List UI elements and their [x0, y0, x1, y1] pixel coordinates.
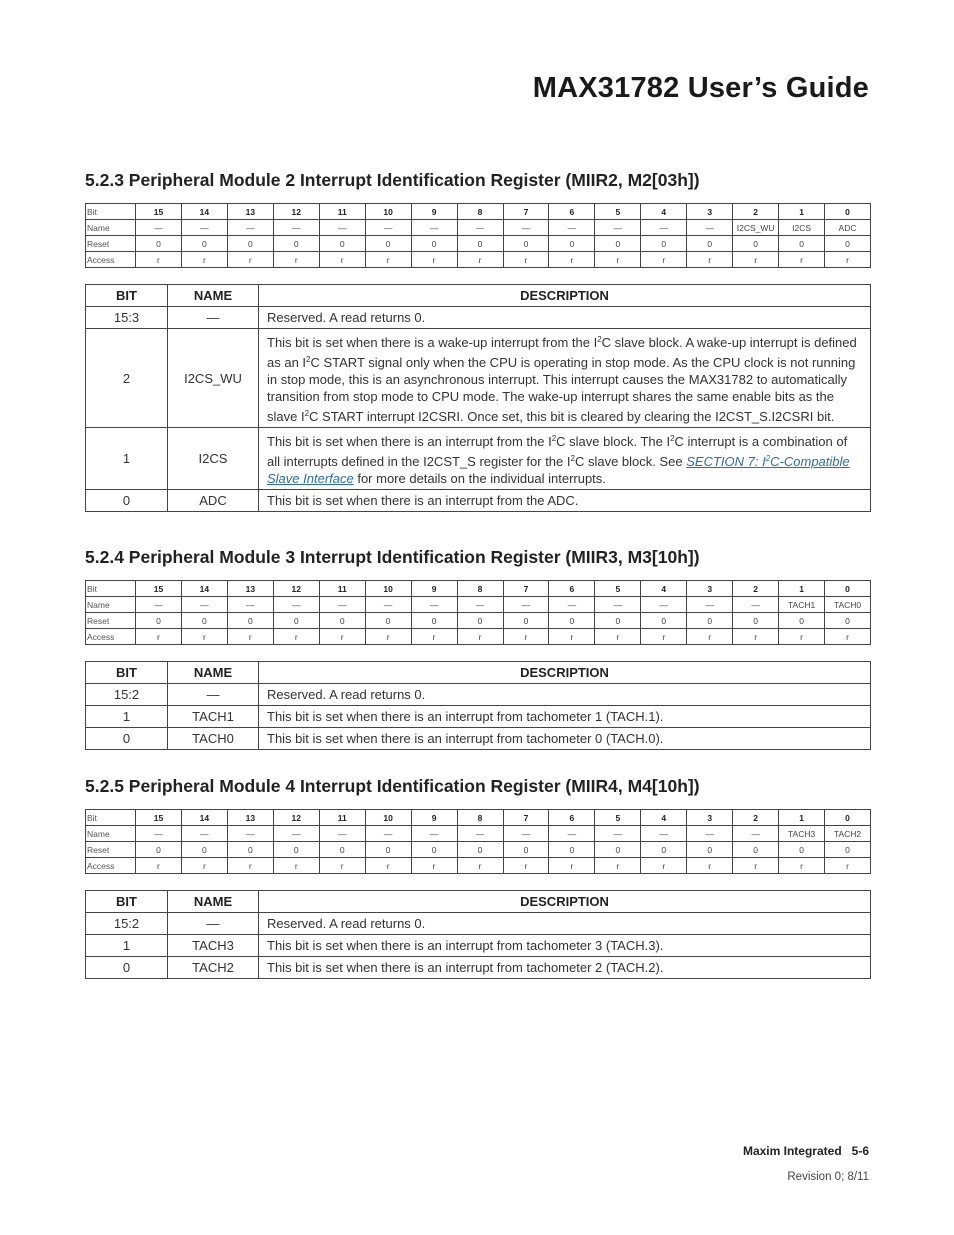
- register-cell: —: [365, 220, 411, 236]
- register-cell: 0: [365, 842, 411, 858]
- register-cell: 12: [273, 581, 319, 597]
- register-row-name: [86, 597, 871, 613]
- register-cell: r: [503, 629, 549, 645]
- register-cell: r: [687, 629, 733, 645]
- register-cell: r: [779, 252, 825, 268]
- register-cell: r: [319, 252, 365, 268]
- header-row: [86, 662, 871, 684]
- register-cell: 0: [779, 236, 825, 252]
- register-cell: 0: [733, 236, 779, 252]
- register-cell: 12: [273, 204, 319, 220]
- register-cell: r: [503, 252, 549, 268]
- register-cell: 0: [181, 613, 227, 629]
- register-cell: —: [411, 597, 457, 613]
- register-cell: 0: [227, 236, 273, 252]
- register-cell: —: [319, 220, 365, 236]
- register-cell: 0: [733, 613, 779, 629]
- register-cell: 7: [503, 810, 549, 826]
- register-cell: r: [779, 858, 825, 874]
- register-cell: r: [227, 629, 273, 645]
- register-cell: 7: [503, 204, 549, 220]
- register-cell: 3: [687, 810, 733, 826]
- register-cell: 13: [227, 810, 273, 826]
- register-cell: 0: [365, 613, 411, 629]
- register-cell: 0: [779, 842, 825, 858]
- register-cell: 11: [319, 810, 365, 826]
- register-cell: 13: [227, 581, 273, 597]
- register-cell: r: [136, 629, 182, 645]
- register-row-label: Bit: [86, 204, 136, 220]
- register-bitmap-table: [85, 809, 871, 874]
- register-cell: 6: [549, 810, 595, 826]
- register-cell: —: [687, 826, 733, 842]
- register-cell: 0: [319, 842, 365, 858]
- register-cell: r: [181, 858, 227, 874]
- register-cell: 0: [825, 842, 871, 858]
- register-cell: 11: [319, 581, 365, 597]
- register-cell: —: [319, 826, 365, 842]
- section-miir2: [85, 170, 871, 512]
- header-row: [86, 891, 871, 913]
- register-cell: 0: [641, 842, 687, 858]
- register-cell: r: [825, 252, 871, 268]
- register-cell: —: [595, 826, 641, 842]
- register-cell: TACH2: [825, 826, 871, 842]
- register-cell: —: [365, 826, 411, 842]
- register-cell: 15: [136, 581, 182, 597]
- superscript: 2: [670, 434, 675, 443]
- register-row-label: Bit: [86, 581, 136, 597]
- register-cell: r: [457, 252, 503, 268]
- register-cell: 0: [825, 613, 871, 629]
- register-cell: —: [136, 220, 182, 236]
- register-cell: 11: [319, 204, 365, 220]
- register-cell: 2: [733, 810, 779, 826]
- name-cell: I2CS: [168, 428, 259, 490]
- register-cell: —: [181, 220, 227, 236]
- register-cell: —: [411, 220, 457, 236]
- register-cell: r: [503, 858, 549, 874]
- register-cell: 1: [779, 810, 825, 826]
- register-row-name: [86, 826, 871, 842]
- register-cell: 9: [411, 810, 457, 826]
- section-link[interactable]: SECTION 7: $I^2C$-Compatible Slave Interface: [267, 454, 850, 486]
- register-cell: —: [641, 220, 687, 236]
- description-cell: This bit is set when there is an interrupt from tachometer 3 (TACH.3).: [259, 935, 871, 957]
- register-cell: —: [595, 597, 641, 613]
- register-cell: 0: [595, 613, 641, 629]
- superscript: 2: [304, 409, 310, 418]
- register-cell: 0: [641, 613, 687, 629]
- header-row: [86, 285, 871, 307]
- table-row: [86, 728, 871, 750]
- register-cell: r: [595, 629, 641, 645]
- register-cell: 12: [273, 810, 319, 826]
- register-cell: r: [641, 629, 687, 645]
- bit-description-table: [85, 890, 871, 979]
- register-cell: —: [273, 597, 319, 613]
- register-cell: I2CS: [779, 220, 825, 236]
- register-cell: 3: [687, 204, 733, 220]
- register-cell: r: [825, 629, 871, 645]
- section-title: 5.2.4 Peripheral Module 3 Interrupt Identification Register (MIIR3, M3[10h]): [85, 547, 700, 567]
- register-row-bit: [86, 204, 871, 220]
- register-cell: 0: [503, 613, 549, 629]
- register-cell: 14: [181, 581, 227, 597]
- register-cell: —: [641, 826, 687, 842]
- register-cell: 13: [227, 204, 273, 220]
- register-cell: I2CS_WU: [733, 220, 779, 236]
- register-cell: —: [136, 597, 182, 613]
- description-cell: Reserved. A read returns 0.: [259, 913, 871, 935]
- register-cell: 15: [136, 810, 182, 826]
- register-cell: 0: [825, 236, 871, 252]
- register-cell: 0: [411, 613, 457, 629]
- register-cell: 0: [457, 613, 503, 629]
- register-cell: —: [503, 220, 549, 236]
- register-row-bit: [86, 810, 871, 826]
- register-cell: 0: [503, 236, 549, 252]
- register-cell: r: [641, 858, 687, 874]
- table-row: [86, 428, 871, 490]
- register-cell: 14: [181, 810, 227, 826]
- header-bit: BIT: [86, 662, 168, 684]
- table-row: [86, 957, 871, 979]
- register-cell: r: [136, 858, 182, 874]
- register-cell: 0: [273, 842, 319, 858]
- register-cell: 0: [595, 842, 641, 858]
- register-cell: —: [457, 220, 503, 236]
- register-cell: —: [687, 597, 733, 613]
- bit-cell: 0: [86, 957, 168, 979]
- register-bitmap-table: [85, 203, 871, 268]
- register-cell: 6: [549, 204, 595, 220]
- name-cell: TACH1: [168, 706, 259, 728]
- register-cell: r: [365, 629, 411, 645]
- section-title: 5.2.3 Peripheral Module 2 Interrupt Identification Register (MIIR2, M2[03h]): [85, 170, 700, 190]
- register-cell: 0: [227, 613, 273, 629]
- header-name: NAME: [168, 891, 259, 913]
- footer-brand-page: Maxim Integrated 5-6: [742, 1144, 869, 1158]
- superscript: 2: [597, 335, 602, 344]
- register-cell: 0: [319, 613, 365, 629]
- register-cell: —: [687, 220, 733, 236]
- register-cell: r: [319, 629, 365, 645]
- register-cell: r: [227, 252, 273, 268]
- description-cell: This bit is set when there is an interrupt from tachometer 2 (TACH.2).: [259, 957, 871, 979]
- register-row-label: Bit: [86, 810, 136, 826]
- header-bit: BIT: [86, 285, 168, 307]
- register-cell: 0: [181, 236, 227, 252]
- register-cell: —: [457, 597, 503, 613]
- bit-cell: 15:3: [86, 307, 168, 329]
- header-description: DESCRIPTION: [259, 662, 871, 684]
- bit-description-table: [85, 284, 871, 512]
- register-cell: 0: [136, 236, 182, 252]
- bit-cell: 15:2: [86, 684, 168, 706]
- register-cell: 0: [365, 236, 411, 252]
- register-cell: 0: [549, 613, 595, 629]
- description-cell: This bit is set when there is an interrupt from tachometer 1 (TACH.1).: [259, 706, 871, 728]
- table-row: [86, 706, 871, 728]
- register-cell: r: [365, 252, 411, 268]
- header-name: NAME: [168, 662, 259, 684]
- register-row-bit: [86, 581, 871, 597]
- description-cell: This bit is set when there is an interrupt from the $I^2C$ slave block. The $I^2C$ interrupt is a combination of all interrupts defined in the I2CST_S register for the $I^2C$ slave block. See SECTION 7: $I^2C$-Compatible Slave Interface for more details on the individual interrupts.: [259, 428, 871, 490]
- register-cell: r: [457, 858, 503, 874]
- description-cell: This bit is set when there is an interrupt from tachometer 0 (TACH.0).: [259, 728, 871, 750]
- section-title: 5.2.5 Peripheral Module 4 Interrupt Identification Register (MIIR4, M4[10h]): [85, 776, 700, 796]
- register-cell: 0: [641, 236, 687, 252]
- register-cell: —: [273, 220, 319, 236]
- register-bitmap-table: [85, 580, 871, 645]
- header-bit: BIT: [86, 891, 168, 913]
- register-row-access: [86, 858, 871, 874]
- register-cell: —: [595, 220, 641, 236]
- register-cell: —: [549, 597, 595, 613]
- register-cell: r: [273, 858, 319, 874]
- description-cell: Reserved. A read returns 0.: [259, 307, 871, 329]
- table-row: [86, 329, 871, 428]
- register-cell: 0: [687, 613, 733, 629]
- register-cell: ADC: [825, 220, 871, 236]
- register-cell: 0: [457, 842, 503, 858]
- register-cell: r: [733, 858, 779, 874]
- register-cell: r: [273, 629, 319, 645]
- register-cell: 10: [365, 581, 411, 597]
- register-cell: r: [779, 629, 825, 645]
- register-cell: 0: [457, 236, 503, 252]
- register-cell: 0: [549, 236, 595, 252]
- register-cell: 4: [641, 204, 687, 220]
- register-cell: 1: [779, 581, 825, 597]
- register-cell: r: [687, 252, 733, 268]
- register-cell: r: [549, 858, 595, 874]
- description-cell: Reserved. A read returns 0.: [259, 684, 871, 706]
- name-cell: I2CS_WU: [168, 329, 259, 428]
- register-cell: TACH3: [779, 826, 825, 842]
- register-cell: —: [365, 597, 411, 613]
- register-cell: TACH1: [779, 597, 825, 613]
- register-cell: r: [181, 252, 227, 268]
- register-row-label: Name: [86, 826, 136, 842]
- section-miir4: [85, 776, 871, 979]
- superscript: 2: [765, 454, 771, 463]
- register-cell: r: [181, 629, 227, 645]
- register-cell: 4: [641, 581, 687, 597]
- section-miir3: [85, 547, 871, 750]
- superscript: 2: [570, 454, 575, 463]
- register-row-label: Reset: [86, 613, 136, 629]
- register-cell: r: [319, 858, 365, 874]
- register-cell: r: [365, 858, 411, 874]
- register-cell: r: [687, 858, 733, 874]
- register-row-label: Reset: [86, 236, 136, 252]
- register-cell: —: [503, 597, 549, 613]
- name-cell: TACH0: [168, 728, 259, 750]
- register-cell: r: [273, 252, 319, 268]
- name-cell: —: [168, 307, 259, 329]
- register-cell: 0: [503, 842, 549, 858]
- footer-revision: Revision 0; 8/11: [787, 1171, 869, 1183]
- document-title: MAX31782 User’s Guide: [532, 72, 869, 104]
- name-cell: ADC: [168, 490, 259, 512]
- register-cell: 2: [733, 204, 779, 220]
- bit-cell: 1: [86, 428, 168, 490]
- register-cell: r: [457, 629, 503, 645]
- header-name: NAME: [168, 285, 259, 307]
- register-cell: 0: [136, 842, 182, 858]
- register-cell: r: [227, 858, 273, 874]
- register-cell: r: [136, 252, 182, 268]
- register-row-label: Name: [86, 220, 136, 236]
- register-cell: 0: [549, 842, 595, 858]
- register-row-access: [86, 252, 871, 268]
- register-cell: —: [227, 597, 273, 613]
- register-cell: —: [549, 826, 595, 842]
- register-row-label: Access: [86, 629, 136, 645]
- register-cell: r: [411, 252, 457, 268]
- register-cell: 0: [411, 236, 457, 252]
- description-cell: This bit is set when there is a wake-up interrupt from the $I^2C$ slave block. A wake-up interrupt is defined as an $I^2C$ START signal only when the CPU is operating in stop mode. As the CPU clock is not running in stop mode, this is an asynchronous interrupt. This interrupt causes the MAX31782 to automatically transition from stop mode to CPU mode. The wake-up interrupt shares the same enable bits as the slave $I^2C$ START interrupt I2CSRI. Once set, this bit is cleared by clearing the I2CST_S.I2CSRI bit.: [259, 329, 871, 428]
- register-row-access: [86, 629, 871, 645]
- register-row-name: [86, 220, 871, 236]
- register-cell: —: [457, 826, 503, 842]
- description-cell: This bit is set when there is an interrupt from the ADC.: [259, 490, 871, 512]
- superscript: 2: [306, 355, 311, 364]
- table-row: [86, 684, 871, 706]
- register-cell: —: [503, 826, 549, 842]
- register-cell: —: [411, 826, 457, 842]
- register-cell: r: [549, 252, 595, 268]
- register-cell: 0: [825, 810, 871, 826]
- register-cell: 0: [181, 842, 227, 858]
- register-cell: —: [227, 220, 273, 236]
- table-row: [86, 935, 871, 957]
- register-cell: —: [733, 597, 779, 613]
- register-cell: 0: [595, 236, 641, 252]
- register-cell: r: [733, 629, 779, 645]
- register-cell: 2: [733, 581, 779, 597]
- register-cell: 0: [687, 236, 733, 252]
- register-cell: 4: [641, 810, 687, 826]
- register-cell: 7: [503, 581, 549, 597]
- register-cell: 5: [595, 204, 641, 220]
- register-cell: r: [641, 252, 687, 268]
- register-cell: TACH0: [825, 597, 871, 613]
- register-row-label: Access: [86, 252, 136, 268]
- register-row-reset: [86, 842, 871, 858]
- register-cell: 9: [411, 581, 457, 597]
- register-cell: 0: [273, 236, 319, 252]
- register-cell: 5: [595, 810, 641, 826]
- register-cell: 0: [273, 613, 319, 629]
- register-cell: —: [549, 220, 595, 236]
- name-cell: TACH2: [168, 957, 259, 979]
- register-cell: —: [733, 826, 779, 842]
- register-cell: 10: [365, 810, 411, 826]
- register-cell: 5: [595, 581, 641, 597]
- register-cell: —: [273, 826, 319, 842]
- register-cell: r: [595, 252, 641, 268]
- register-cell: 10: [365, 204, 411, 220]
- register-cell: 0: [825, 581, 871, 597]
- superscript: 2: [551, 434, 557, 443]
- register-row-label: Name: [86, 597, 136, 613]
- register-cell: —: [319, 597, 365, 613]
- register-row-reset: [86, 236, 871, 252]
- register-cell: 0: [687, 842, 733, 858]
- register-cell: 0: [825, 204, 871, 220]
- bit-cell: 2: [86, 329, 168, 428]
- table-row: [86, 913, 871, 935]
- register-cell: 0: [779, 613, 825, 629]
- register-row-label: Reset: [86, 842, 136, 858]
- bit-cell: 1: [86, 935, 168, 957]
- register-row-label: Access: [86, 858, 136, 874]
- bit-cell: 15:2: [86, 913, 168, 935]
- register-cell: 8: [457, 581, 503, 597]
- register-cell: 14: [181, 204, 227, 220]
- register-cell: r: [411, 858, 457, 874]
- register-cell: —: [227, 826, 273, 842]
- register-cell: 1: [779, 204, 825, 220]
- register-cell: —: [181, 597, 227, 613]
- register-cell: 0: [227, 842, 273, 858]
- register-cell: r: [595, 858, 641, 874]
- register-cell: —: [136, 826, 182, 842]
- register-cell: 15: [136, 204, 182, 220]
- bit-cell: 0: [86, 490, 168, 512]
- register-cell: 3: [687, 581, 733, 597]
- register-cell: —: [181, 826, 227, 842]
- register-row-reset: [86, 613, 871, 629]
- register-cell: 0: [136, 613, 182, 629]
- register-cell: r: [733, 252, 779, 268]
- table-row: [86, 307, 871, 329]
- bit-description-table: [85, 661, 871, 750]
- register-cell: 0: [733, 842, 779, 858]
- header-description: DESCRIPTION: [259, 891, 871, 913]
- name-cell: —: [168, 913, 259, 935]
- bit-cell: 0: [86, 728, 168, 750]
- register-cell: r: [411, 629, 457, 645]
- register-cell: r: [549, 629, 595, 645]
- register-cell: r: [825, 858, 871, 874]
- register-cell: 8: [457, 204, 503, 220]
- register-cell: 6: [549, 581, 595, 597]
- bit-cell: 1: [86, 706, 168, 728]
- name-cell: TACH3: [168, 935, 259, 957]
- register-cell: 8: [457, 810, 503, 826]
- header-description: DESCRIPTION: [259, 285, 871, 307]
- name-cell: —: [168, 684, 259, 706]
- register-cell: 9: [411, 204, 457, 220]
- register-cell: 0: [411, 842, 457, 858]
- register-cell: —: [641, 597, 687, 613]
- table-row: [86, 490, 871, 512]
- register-cell: 0: [319, 236, 365, 252]
